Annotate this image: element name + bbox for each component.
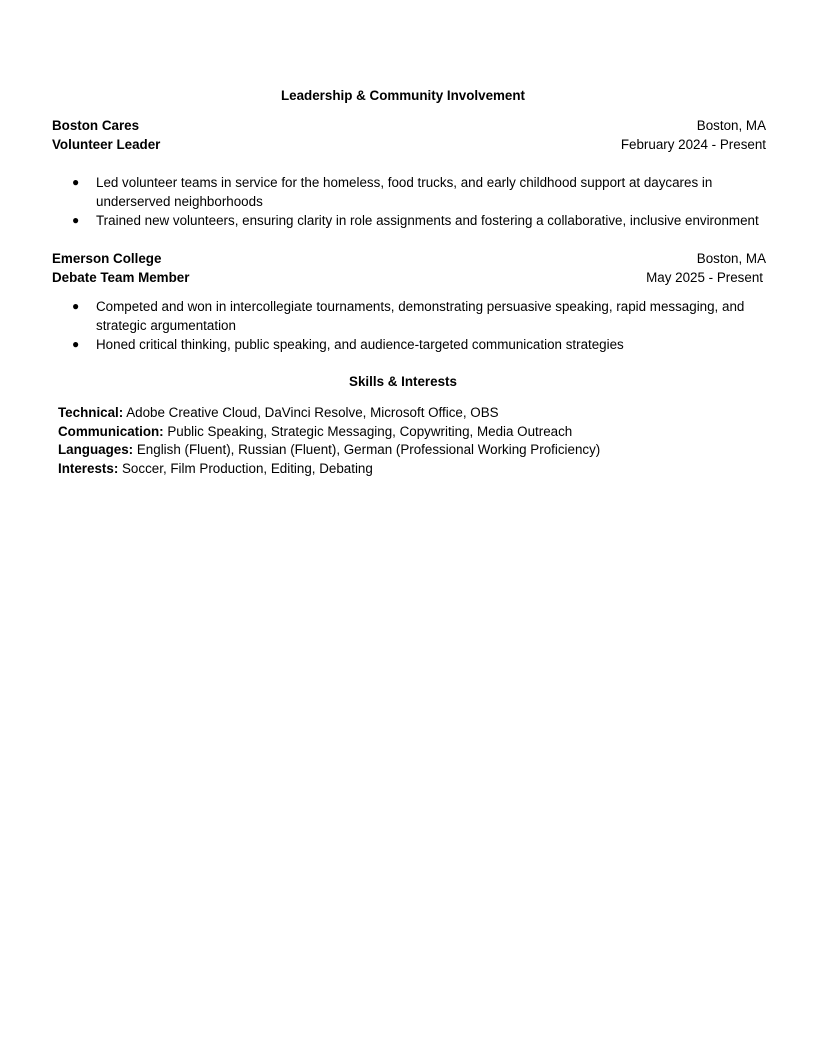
bullet-text: Competed and won in intercollegiate tournaments, demonstrating persuasive speaking, rapid messaging, and strategic argumentation [96,299,745,333]
organization-name: Emerson College [52,251,162,266]
skill-line-technical [58,404,778,423]
skill-value: English (Fluent), Russian (Fluent), German (Professional Working Proficiency) [133,442,601,458]
entry-header-row [52,116,766,135]
skill-label: Technical: [58,405,124,420]
bullet-icon: ● [72,299,80,313]
skill-line-languages [58,441,778,460]
bullet-icon: ● [72,175,80,189]
entry-role-row [52,268,763,287]
skill-label: Communication: [58,423,164,439]
skill-value: Adobe Creative Cloud, DaVinci Resolve, Microsoft Office, OBS [123,405,499,420]
list-item [72,297,762,335]
role-title: Debate Team Member [52,270,190,285]
entry-bullet-list [72,173,772,230]
bullet-icon: ● [72,213,80,227]
entry-bullet-list [72,297,762,354]
role-title: Volunteer Leader [52,137,161,152]
bullet-text: Honed critical thinking, public speaking, and audience-targeted communication strategies [96,337,624,352]
skill-label: Interests: [58,461,119,477]
skills-list [58,404,778,479]
entry-header-row [52,249,766,268]
entry-location: Boston, MA [696,251,766,266]
skill-value: Soccer, Film Production, Editing, Debating [118,461,373,477]
skill-value: Public Speaking, Strategic Messaging, Copywriting, Media Outreach [163,423,573,439]
entry-dates: February 2024 - Present [620,137,766,152]
entry-dates: May 2025 - Present [646,270,763,285]
bullet-icon: ● [72,337,80,351]
bullet-text: Trained new volunteers, ensuring clarity in role assignments and fostering a collaborative, inclusive environment [96,213,759,228]
skill-line-communication [58,423,778,442]
list-item [72,173,772,211]
skills-section-title: Skills & Interests [349,374,457,389]
leadership-section-title: Leadership & Community Involvement [280,88,526,103]
skill-line-interests [58,460,778,479]
entry-location: Boston, MA [696,118,766,133]
list-item [72,335,762,354]
bullet-text: Led volunteer teams in service for the homeless, food trucks, and early childhood support at daycares in underserved neighborhoods [96,175,713,209]
entry-role-row [52,135,766,154]
list-item [72,211,772,230]
skill-label: Languages: [58,442,134,458]
organization-name: Boston Cares [52,118,140,133]
